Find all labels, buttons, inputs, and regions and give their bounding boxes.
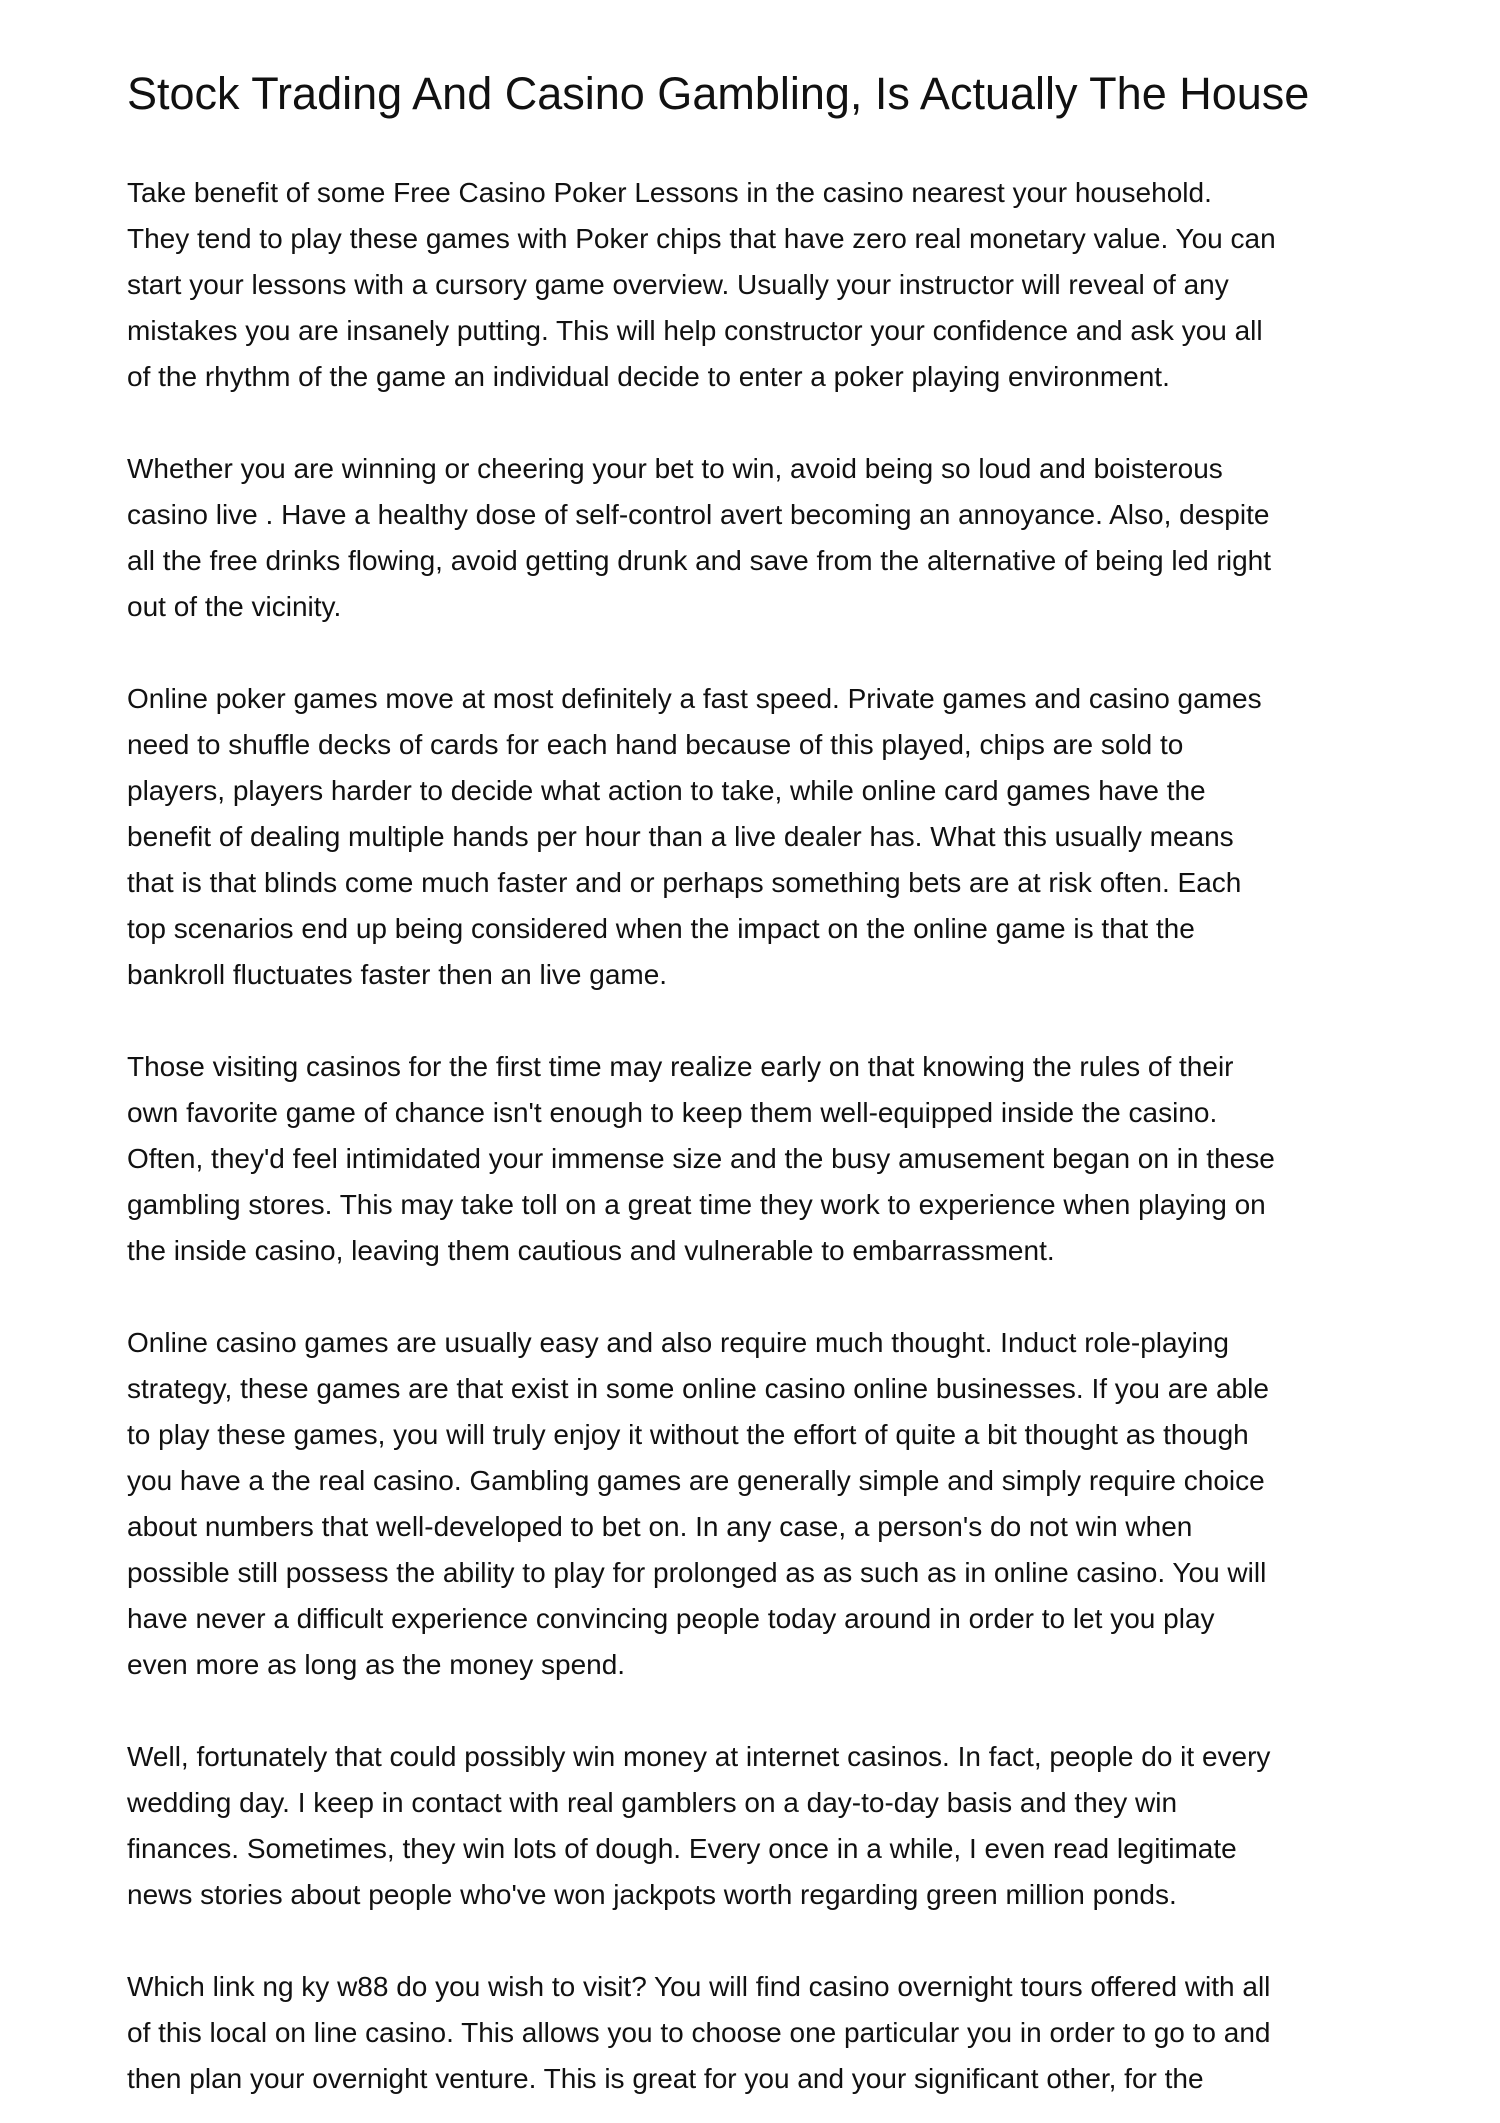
- paragraph-line: players, players harder to decide what action to take, while online card games have the: [127, 775, 1206, 806]
- paragraph: [127, 1964, 1383, 2102]
- paragraph-line: Which link ng ky w88 do you wish to visit? You will find casino overnight tours offered with all: [127, 1971, 1271, 2002]
- paragraph-line: start your lessons with a cursory game overview. Usually your instructor will reveal of any: [127, 269, 1229, 300]
- paragraph-line: Online poker games move at most definitely a fast speed. Private games and casino games: [127, 683, 1262, 714]
- paragraph-line: They tend to play these games with Poker chips that have zero real monetary value. You can: [127, 223, 1276, 254]
- paragraph-line: Take benefit of some Free Casino Poker Lessons in the casino nearest your household.: [127, 177, 1212, 208]
- page-title: Stock Trading And Casino Gambling, Is Actually The House: [127, 68, 1310, 119]
- paragraph-line: finances. Sometimes, they win lots of dough. Every once in a while, I even read legitimate: [127, 1833, 1237, 1864]
- paragraph-line: Whether you are winning or cheering your bet to win, avoid being so loud and boisterous: [127, 453, 1223, 484]
- paragraph-line: about numbers that well-developed to bet on. In any case, a person's do not win when: [127, 1511, 1193, 1542]
- paragraph: [127, 446, 1383, 630]
- paragraph-line: of this local on line casino. This allows you to choose one particular you in order to go to and: [127, 2017, 1271, 2048]
- paragraph-line: Well, fortunately that could possibly win money at internet casinos. In fact, people do it every: [127, 1741, 1271, 1772]
- paragraph-line: mistakes you are insanely putting. This will help constructor your confidence and ask you all: [127, 315, 1263, 346]
- paragraph: [127, 676, 1383, 998]
- paragraph-line: Often, they'd feel intimidated your immense size and the busy amusement began on in these: [127, 1143, 1275, 1174]
- paragraph-line: news stories about people who've won jackpots worth regarding green million ponds.: [127, 1879, 1177, 1910]
- paragraph-line: to play these games, you will truly enjoy it without the effort of quite a bit thought as though: [127, 1419, 1249, 1450]
- paragraph-line: casino live . Have a healthy dose of self-control avert becoming an annoyance. Also, despite: [127, 499, 1270, 530]
- paragraph-line: that is that blinds come much faster and or perhaps something bets are at risk often. Each: [127, 867, 1242, 898]
- paragraph-line: Online casino games are usually easy and also require much thought. Induct role-playing: [127, 1327, 1229, 1358]
- paragraph-line: gambling stores. This may take toll on a great time they work to experience when playing on: [127, 1189, 1266, 1220]
- paragraph: [127, 1044, 1383, 1274]
- paragraph-line: even more as long as the money spend.: [127, 1649, 626, 1680]
- paragraph-line: out of the vicinity.: [127, 591, 342, 622]
- paragraph: [127, 1734, 1383, 1918]
- paragraph-line: need to shuffle decks of cards for each hand because of this played, chips are sold to: [127, 729, 1184, 760]
- paragraph-line: then plan your overnight venture. This is great for you and your significant other, for the: [127, 2063, 1204, 2094]
- paragraph-line: own favorite game of chance isn't enough to keep them well-equipped inside the casino.: [127, 1097, 1218, 1128]
- paragraph-line: of the rhythm of the game an individual decide to enter a poker playing environment.: [127, 361, 1170, 392]
- paragraph: [127, 1320, 1383, 1688]
- paragraph-line: strategy, these games are that exist in some online casino online businesses. If you are able: [127, 1373, 1269, 1404]
- paragraph-line: benefit of dealing multiple hands per hour than a live dealer has. What this usually means: [127, 821, 1234, 852]
- paragraph-line: Those visiting casinos for the first time may realize early on that knowing the rules of their: [127, 1051, 1234, 1082]
- paragraph-line: wedding day. I keep in contact with real gamblers on a day-to-day basis and they win: [127, 1787, 1178, 1818]
- paragraph-line: bankroll fluctuates faster then an live game.: [127, 959, 668, 990]
- paragraph-line: possible still possess the ability to play for prolonged as as such as in online casino. You will: [127, 1557, 1267, 1588]
- document-body: [127, 170, 1383, 2123]
- paragraph-line: all the free drinks flowing, avoid getting drunk and save from the alternative of being led right: [127, 545, 1271, 576]
- paragraph-line: have never a difficult experience convincing people today around in order to let you play: [127, 1603, 1215, 1634]
- paragraph-line: top scenarios end up being considered when the impact on the online game is that the: [127, 913, 1195, 944]
- paragraph-line: the inside casino, leaving them cautious and vulnerable to embarrassment.: [127, 1235, 1055, 1266]
- paragraph-line: you have a the real casino. Gambling games are generally simple and simply require choice: [127, 1465, 1265, 1496]
- paragraph: [127, 170, 1383, 400]
